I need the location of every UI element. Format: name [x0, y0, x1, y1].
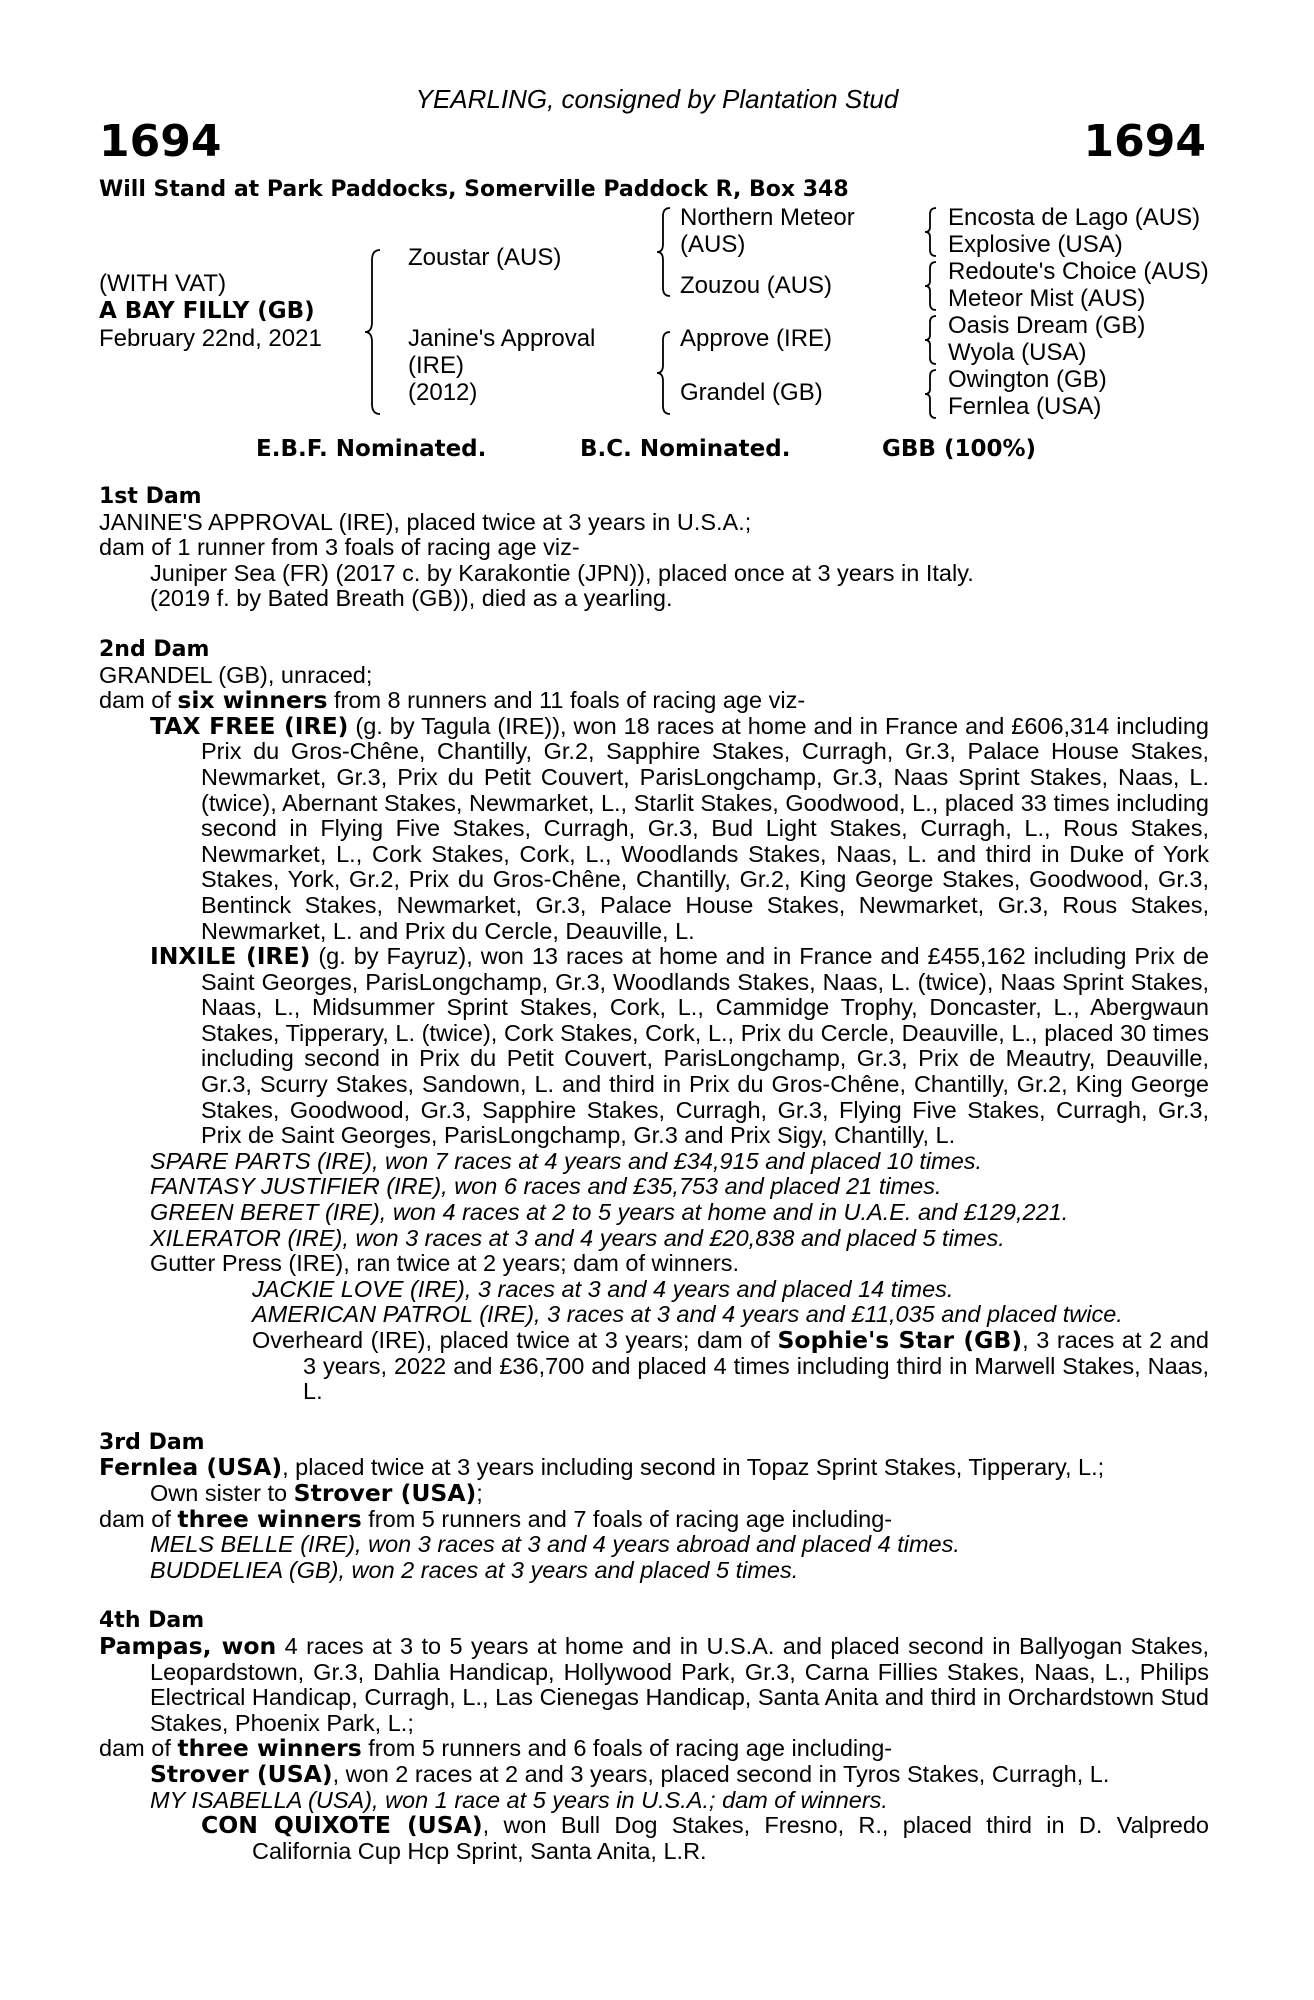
produce-item: MELS BELLE (IRE), won 3 races at 3 and 4 years abroad and placed 4 times.: [150, 1531, 960, 1558]
produce-item: Juniper Sea (FR) (2017 c. by Karakontie (JPN)), placed once at 3 years in Italy.: [150, 559, 974, 586]
produce-item-tax-free: TAX FREE (IRE) (g. by Tagula (IRE)), won 18 races at home and in France and £606,314 including Prix du Gros-Chêne, Chantilly, Gr.2, Sapphire Stakes, Curragh, Gr.3, Palace House Stakes, Newmarket, Gr.3, Prix du Petit Couvert, ParisLongchamp, Gr.3, Naas Sprint Stakes, Naas, L. (twice), Abernant Stakes, Newmarket, L., Starlit Stakes, Goodwood, L., placed 33 times including second in Flying Five Stakes, Curragh, Gr.3, Bud Light Stakes, Curragh, L., Rous Stakes, Newmarket, L., Cork Stakes, Cork, L., Woodlands Stakes, Naas, L. and third in Duke of York Stakes, York, Gr.2, Prix du Gros-Chêne, Chantilly, Gr.2, King George Stakes, Goodwood, Gr.3, Bentinck Stakes, Newmarket, Gr.3, Palace House Stakes, Newmarket, Gr.3, Rous Stakes, Newmarket, L. and Prix du Cercle, Deauville, L.: [150, 711, 1209, 944]
foaling-date: February 22nd, 2021: [99, 325, 322, 352]
grandparent-7: Owington (GB): [948, 366, 1107, 393]
pedigree-brace-g12: [922, 206, 940, 258]
second-dam-produce: dam of six winners from 8 runners and 11 foals of racing age viz-: [99, 686, 806, 715]
dam-dam: Grandel (GB): [680, 379, 823, 406]
grandparent-8: Fernlea (USA): [948, 393, 1102, 420]
grandparent-1: Encosta de Lago (AUS): [948, 204, 1201, 231]
pedigree-brace-g56: [922, 314, 940, 366]
grandparent-3: Redoute's Choice (AUS): [948, 258, 1209, 285]
pedigree-brace-main: [362, 248, 386, 416]
dam-name-line1: Janine's Approval: [408, 325, 596, 352]
stand-location: Will Stand at Park Paddocks, Somerville Paddock R, Box 348: [99, 177, 849, 202]
pedigree-brace-sire: [654, 206, 674, 298]
third-dam-sister: Own sister to Strover (USA);: [150, 1478, 483, 1507]
pedigree-brace-g78: [922, 368, 940, 420]
second-dam-heading: 2nd Dam: [99, 636, 210, 662]
ebf-nomination: E.B.F. Nominated.: [256, 436, 487, 462]
produce-item-strover: Strover (USA), won 2 races at 2 and 3 years, placed second in Tyros Stakes, Curragh, L.: [150, 1759, 1110, 1788]
grandparent-2: Explosive (USA): [948, 231, 1123, 258]
first-dam-heading: 1st Dam: [99, 484, 202, 509]
dam-name-line2: (IRE): [408, 352, 464, 379]
fourth-dam-line: Pampas, won 4 races at 3 to 5 years at home and in U.S.A. and placed second in Ballyogan Stakes, Leopardstown, Gr.3, Dahlia Handicap, Hollywood Park, Gr.3, Carna Fillies Stakes, Naas, L., Philips Electrical Handicap, Curragh, L., Las Cienegas Handicap, Santa Anita and third in Orchardstown Stud Stakes, Phoenix Park, L.;: [99, 1631, 1209, 1736]
produce-item: AMERICAN PATROL (IRE), 3 races at 3 and 4 years and £11,035 and placed twice.: [252, 1301, 1123, 1328]
dam-name-line3: (2012): [408, 379, 478, 406]
sire-name: Zoustar (AUS): [408, 244, 562, 271]
produce-item-overheard: Overheard (IRE), placed twice at 3 years; dam of Sophie's Star (GB), 3 races at 2 and 3 years, 2022 and £36,700 and placed 4 times including third in Marwell Stakes, Naas, L.: [252, 1326, 1209, 1405]
third-dam-line: Fernlea (USA), placed twice at 3 years including second in Topaz Sprint Stakes, Tipperary, L.;: [99, 1453, 1105, 1482]
first-dam-produce: dam of 1 runner from 3 foals of racing age viz-: [99, 534, 580, 561]
produce-item: FANTASY JUSTIFIER (IRE), won 6 races and £35,753 and placed 21 times.: [150, 1173, 942, 1200]
grandparent-6: Wyola (USA): [948, 339, 1087, 366]
sire-sire-line2: (AUS): [680, 231, 746, 258]
consignment-line: YEARLING, consigned by Plantation Stud: [415, 84, 899, 114]
first-dam-line: JANINE'S APPROVAL (IRE), placed twice at 3 years in U.S.A.;: [99, 508, 752, 535]
vat-note: (WITH VAT): [99, 270, 227, 297]
produce-item: GREEN BERET (IRE), won 4 races at 2 to 5 years at home and in U.A.E. and £129,221.: [150, 1199, 1069, 1226]
produce-item: (2019 f. by Bated Breath (GB)), died as a yearling.: [150, 585, 673, 612]
fourth-dam-produce: dam of three winners from 5 runners and 6 foals of racing age including-: [99, 1734, 893, 1763]
gbb-badge: GBB (100%): [882, 436, 1037, 462]
catalogue-body: [99, 484, 1209, 1864]
third-dam-heading: 3rd Dam: [99, 1429, 205, 1455]
produce-item: JACKIE LOVE (IRE), 3 races at 3 and 4 years and placed 14 times.: [252, 1275, 954, 1302]
second-dam-line: GRANDEL (GB), unraced;: [99, 661, 373, 688]
produce-item: XILERATOR (IRE), won 3 races at 3 and 4 years and £20,838 and placed 5 times.: [150, 1224, 1005, 1251]
produce-item-con-quixote: CON QUIXOTE (USA), won Bull Dog Stakes, Fresno, R., placed third in D. Valpredo California Cup Hcp Sprint, Santa Anita, L.R.: [201, 1811, 1210, 1864]
grandparent-5: Oasis Dream (GB): [948, 312, 1146, 339]
fourth-dam-heading: 4th Dam: [99, 1608, 205, 1634]
produce-item: Gutter Press (IRE), ran twice at 2 years; dam of winners.: [150, 1250, 740, 1277]
lot-number-right: 1694: [1083, 116, 1206, 167]
bc-nomination: B.C. Nominated.: [580, 436, 791, 462]
sire-dam: Zouzou (AUS): [680, 272, 833, 299]
pedigree-brace-dam: [654, 330, 674, 416]
pedigree-brace-g34: [922, 260, 940, 312]
produce-item: BUDDELIEA (GB), won 2 races at 3 years and placed 5 times.: [150, 1556, 799, 1583]
produce-item: MY ISABELLA (USA), won 1 race at 5 years in U.S.A.; dam of winners.: [150, 1786, 888, 1813]
third-dam-produce: dam of three winners from 5 runners and 7 foals of racing age including-: [99, 1504, 893, 1533]
grandparent-4: Meteor Mist (AUS): [948, 285, 1146, 312]
horse-name: A BAY FILLY (GB): [99, 298, 315, 324]
produce-item: SPARE PARTS (IRE), won 7 races at 4 years and £34,915 and placed 10 times.: [150, 1147, 983, 1174]
lot-number-left: 1694: [99, 116, 222, 167]
dam-sire: Approve (IRE): [680, 325, 833, 352]
produce-item-inxile: INXILE (IRE) (g. by Fayruz), won 13 races at home and in France and £455,162 including Prix de Saint Georges, ParisLongchamp, Gr.3, Woodlands Stakes, Naas, L. (twice), Naas Sprint Stakes, Naas, L., Midsummer Sprint Stakes, Cork, L., Cammidge Trophy, Doncaster, L., Abergwaun Stakes, Tipperary, L. (twice), Cork Stakes, Cork, L., Prix du Cercle, Deauville, L., placed 30 times including second in Prix du Petit Couvert, ParisLongchamp, Gr.3, Prix de Meautry, Deauville, Gr.3, Scurry Stakes, Sandown, L. and third in Prix du Gros-Chêne, Chantilly, Gr.2, King George Stakes, Goodwood, Gr.3, Sapphire Stakes, Curragh, Gr.3, Flying Five Stakes, Curragh, Gr.3, Prix de Saint Georges, ParisLongchamp, Gr.3 and Prix Sigy, Chantilly, L.: [150, 942, 1209, 1149]
sire-sire-line1: Northern Meteor: [680, 204, 855, 231]
